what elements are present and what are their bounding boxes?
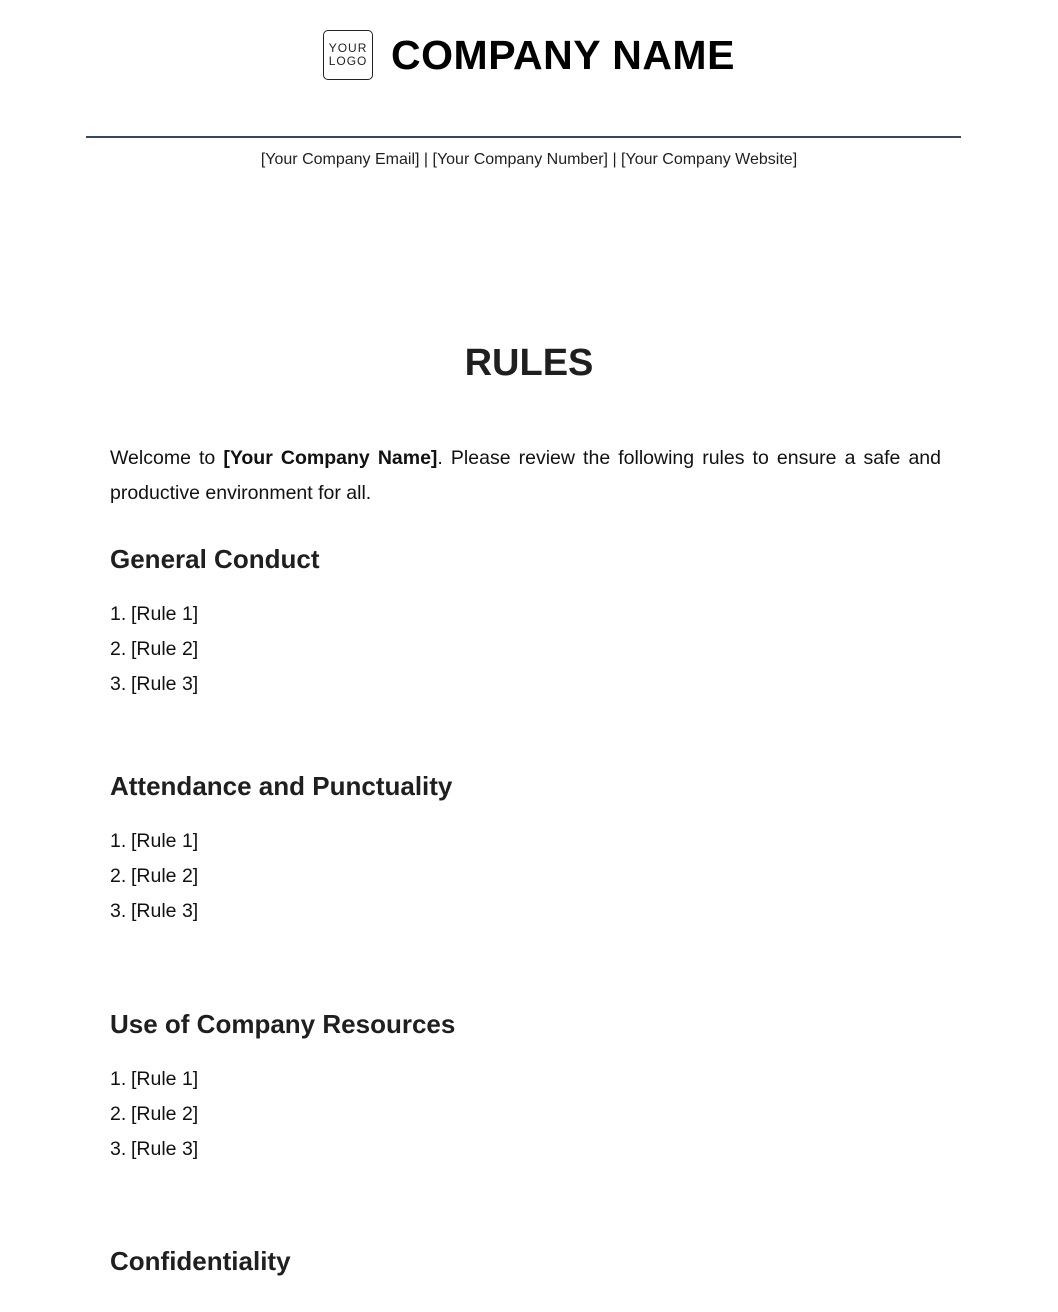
company-name: COMPANY NAME <box>391 31 735 78</box>
rule-list-general-conduct <box>110 597 198 702</box>
document-header <box>0 30 1058 80</box>
list-number: 2. <box>110 1103 127 1125</box>
intro-company-name: [Your Company Name] <box>223 447 438 469</box>
intro-text-end: . Please review the following rules to ensure a safe and productive environment for all. <box>110 447 941 504</box>
list-item <box>110 894 198 929</box>
list-number: 3. <box>110 1138 127 1160</box>
rule-text: [Rule 2] <box>131 865 199 887</box>
rule-text: [Rule 3] <box>131 673 199 695</box>
list-item <box>110 1132 198 1167</box>
list-item <box>110 597 198 632</box>
logo-text-line2: LOGO <box>328 54 368 68</box>
list-item <box>110 1062 198 1097</box>
rule-text: [Rule 3] <box>131 1138 199 1160</box>
section-heading-attendance: Attendance and Punctuality <box>110 771 453 801</box>
list-item <box>110 859 198 894</box>
list-number: 1. <box>110 830 127 852</box>
rule-text: [Rule 1] <box>131 603 199 625</box>
rule-text: [Rule 1] <box>131 1068 199 1090</box>
list-number: 2. <box>110 638 127 660</box>
list-number: 2. <box>110 865 127 887</box>
list-number: 3. <box>110 900 127 922</box>
section-heading-company-resources: Use of Company Resources <box>110 1009 456 1039</box>
rule-text: [Rule 3] <box>131 900 199 922</box>
rule-list-attendance <box>110 824 198 929</box>
intro-paragraph <box>110 441 941 511</box>
section-heading-general-conduct: General Conduct <box>110 544 320 574</box>
section-heading-confidentiality: Confidentiality <box>110 1246 291 1276</box>
list-number: 1. <box>110 1068 127 1090</box>
rule-text: [Rule 2] <box>131 638 199 660</box>
list-item <box>110 1097 198 1132</box>
company-logo <box>323 30 373 80</box>
list-number: 3. <box>110 673 127 695</box>
list-item <box>110 824 198 859</box>
rule-list-company-resources <box>110 1062 198 1167</box>
list-number: 1. <box>110 603 127 625</box>
intro-text-start: Welcome to <box>110 447 224 469</box>
header-divider <box>86 136 961 138</box>
rule-text: [Rule 1] <box>131 830 199 852</box>
list-item <box>110 667 198 702</box>
list-item <box>110 632 198 667</box>
document-title: RULES <box>464 342 594 384</box>
logo-text-line1: YOUR <box>328 41 368 55</box>
rule-text: [Rule 2] <box>131 1103 199 1125</box>
company-contact-line: [Your Company Email] | [Your Company Number] | [Your Company Website] <box>260 151 798 168</box>
